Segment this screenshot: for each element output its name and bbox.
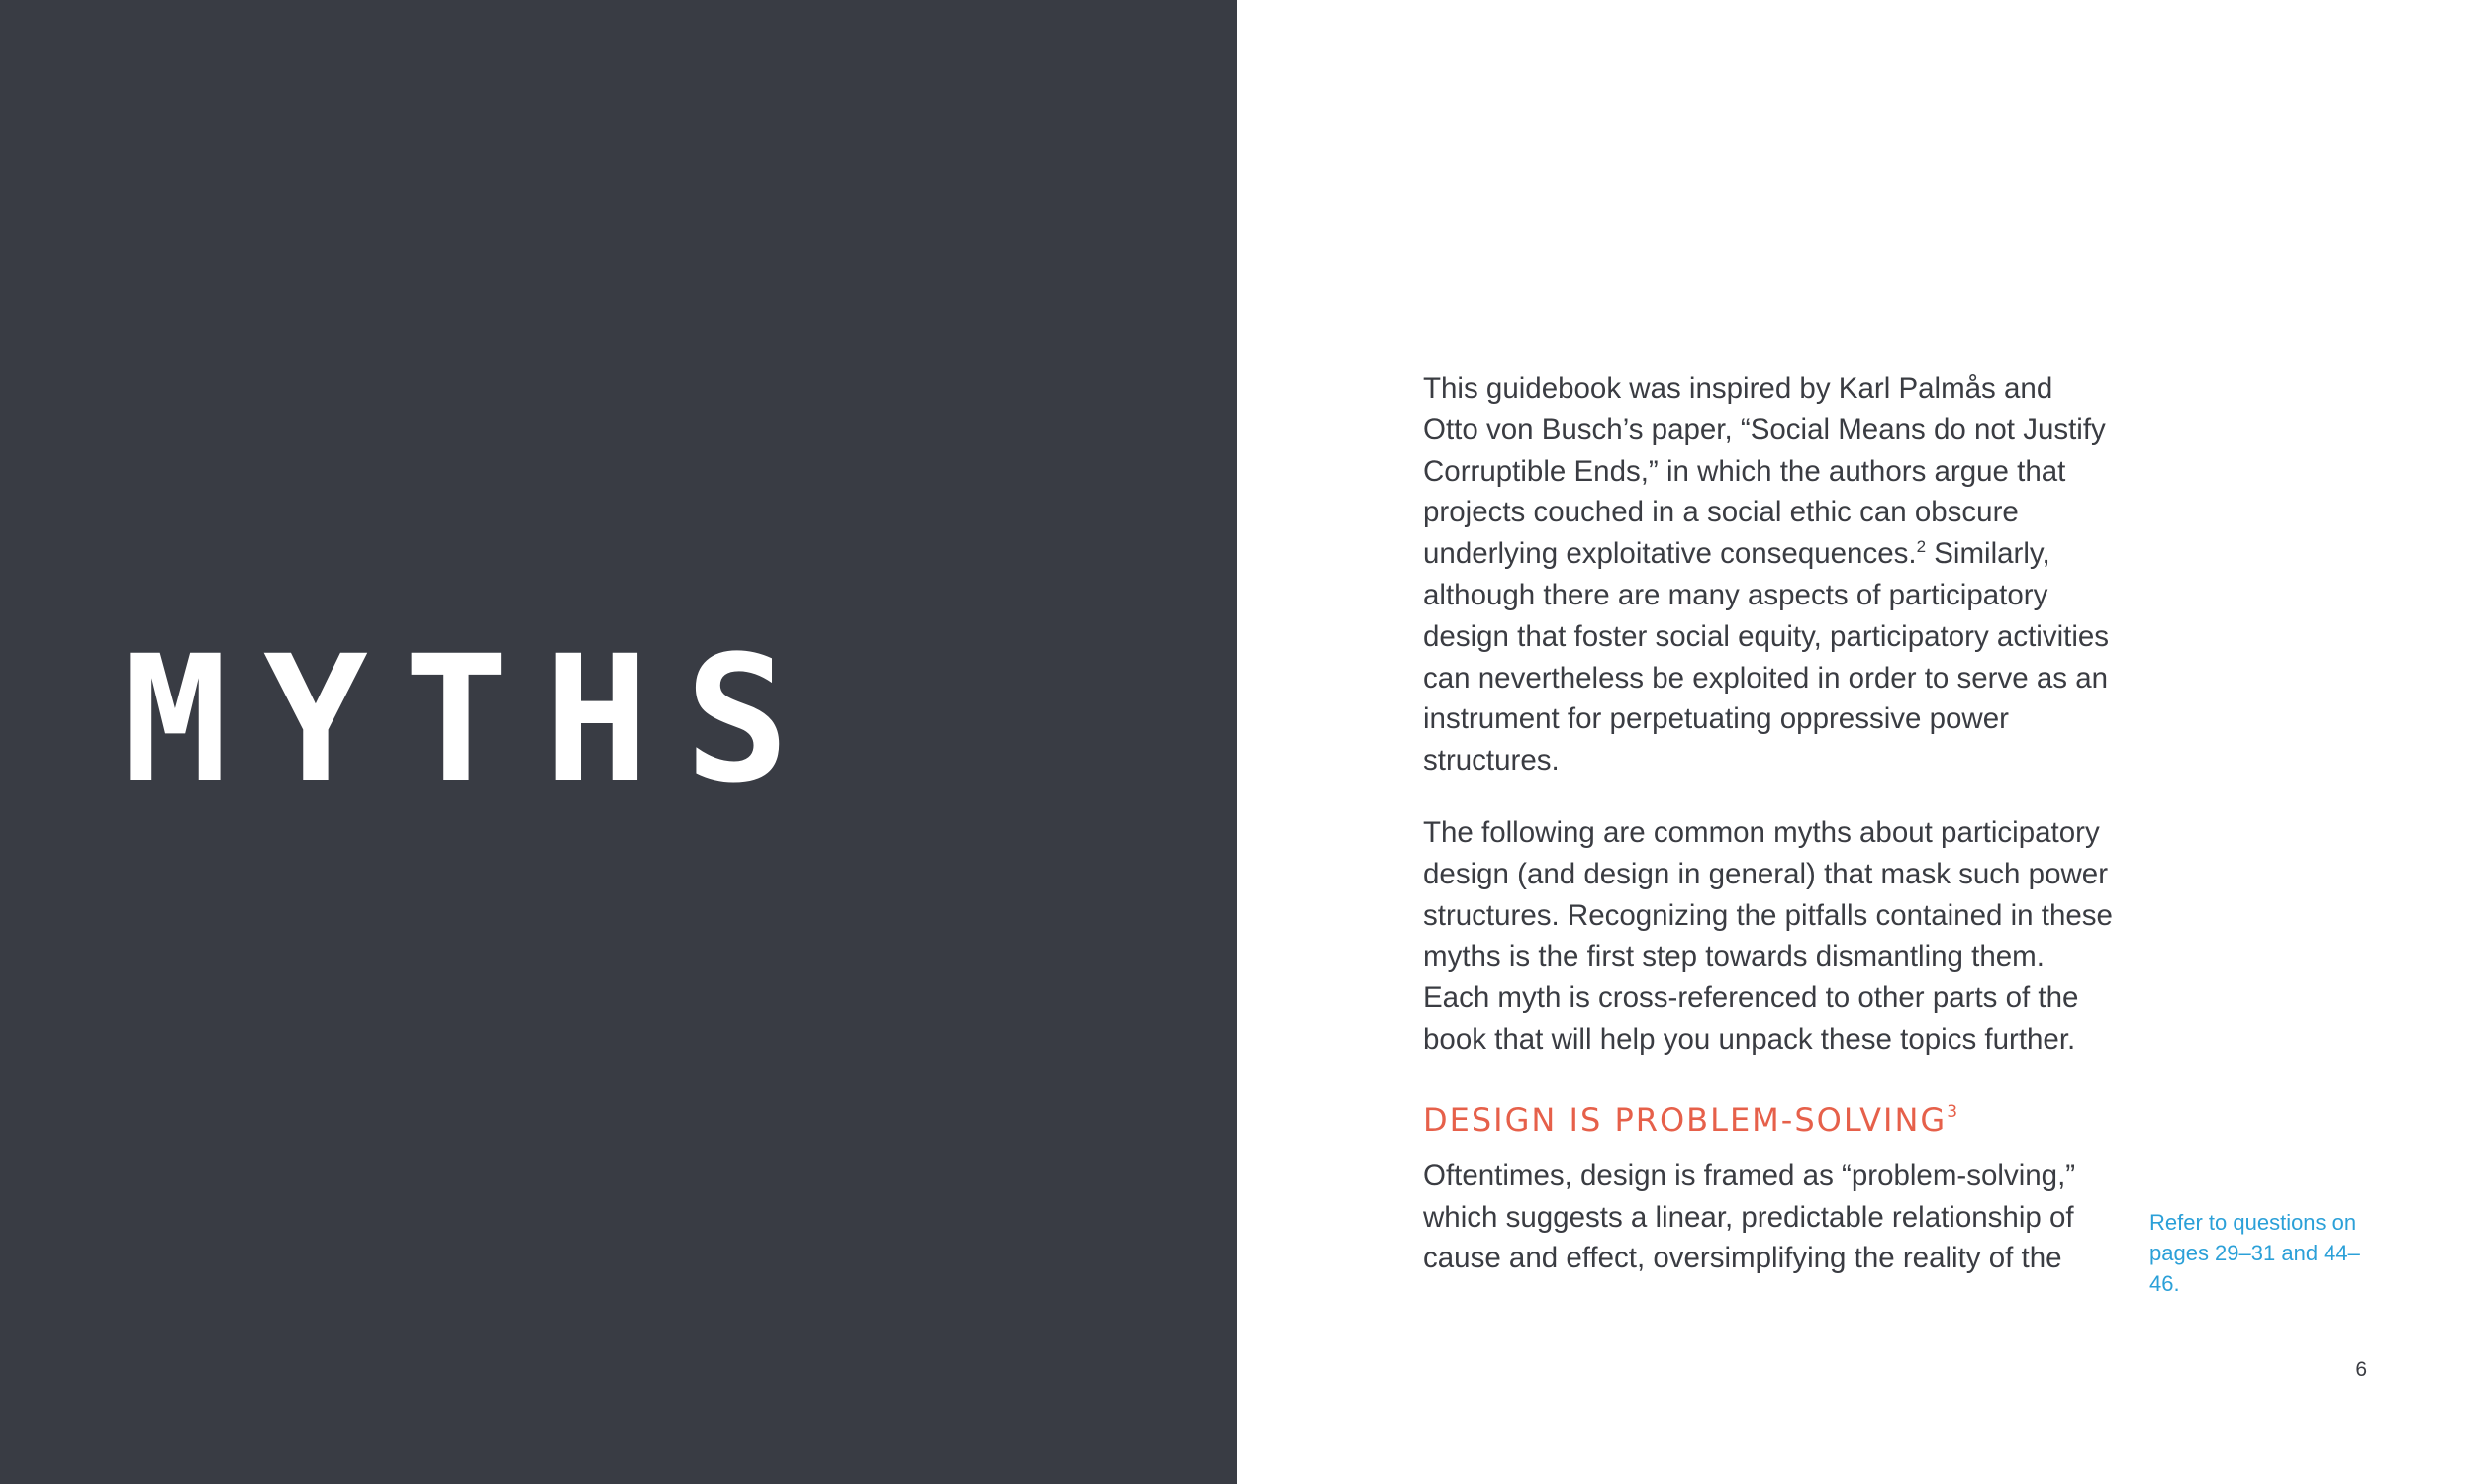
intro-paragraph-continuation: Similarly, although there are many aspects of participatory design that foster social equity, participatory activities can nevertheless be exploited in order to serve as an instrument for perpetuating oppressive power structures. [1423,537,2110,778]
intro-paragraph-text: This guidebook was inspired by Karl Palmås and Otto von Busch’s paper, “Social Means do not Justify Corruptible Ends,” in which the authors argue that projects couched in a social ethic can obscure underlying exploitative consequences. [1423,372,2106,571]
section-title: MYTHS [123,618,825,821]
myth-heading-text: DESIGN IS PROBLEM-SOLVING [1423,1100,1948,1139]
myths-intro-paragraph: The following are common myths about participatory design (and design in general) that mask such power structures. Recognizing the pitfalls contained in these myths is the first step towards dismantling them. Each myth is cross-referenced to other parts of the book that will help you unpack these topics further. [1423,815,2113,1056]
myth-paragraph: Oftentimes, design is framed as “problem-solving,” which suggests a linear, predictable relationship of cause and effect, oversimplifying the reality of the [1423,1159,2076,1275]
myth-heading [1423,1098,2116,1142]
page-number: 6 [2355,1358,2367,1381]
intro-paragraph [1423,368,2116,782]
body-column [1423,368,2116,1310]
myth-footnote-marker: 3 [1947,1101,1958,1122]
margin-note: Refer to questions on pages 29–31 and 44–46. [2149,1210,2360,1296]
footnote-marker: 2 [1916,537,1927,557]
